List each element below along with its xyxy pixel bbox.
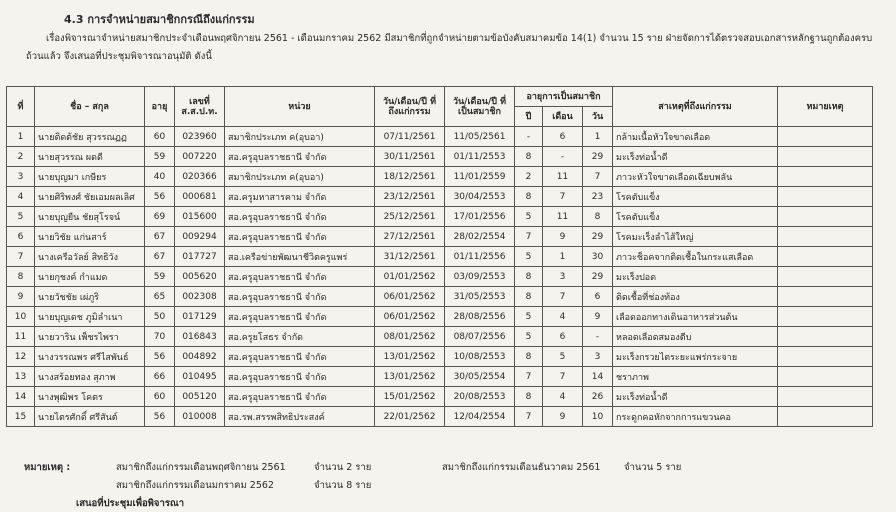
cell-join-date: 03/09/2553 [445,267,515,287]
header-member-no: เลขที่ ส.ส.ป.ท. [175,87,225,127]
table-row [7,327,873,347]
proposal-text: เสนอที่ประชุมเพื่อพิจารณา [76,498,185,509]
cell-name: นายศิริพงศ์ ชัยเอมผลเลิศ [35,187,145,207]
cell-days: 23 [583,187,613,207]
cell-days: 3 [583,347,613,367]
cell-death-date: 07/11/2561 [375,127,445,147]
cell-age: 69 [145,207,175,227]
cell-member-no: 017129 [175,307,225,327]
note-nov-count: จำนวน 2 ราย [314,462,372,473]
cell-death-date: 06/01/2562 [375,307,445,327]
table-row [7,187,873,207]
cell-days: 8 [583,207,613,227]
cell-days: - [583,327,613,347]
cell-months: 11 [543,207,583,227]
header-month: เดือน [543,107,583,127]
cell-death-date: 08/01/2562 [375,327,445,347]
cell-name: นายบุญเดช ภูมิลำเนา [35,307,145,327]
cell-years: 8 [515,287,543,307]
cell-death-date: 01/01/2562 [375,267,445,287]
cell-name: นายบุญมา เกษียร [35,167,145,187]
cell-no: 5 [7,207,35,227]
cell-age: 56 [145,407,175,427]
cell-months: 11 [543,167,583,187]
cell-no: 6 [7,227,35,247]
cell-remark [778,407,873,427]
cell-days: 10 [583,407,613,427]
cell-years: 5 [515,247,543,267]
cell-remark [778,327,873,347]
cell-join-date: 10/08/2553 [445,347,515,367]
cell-death-date: 13/01/2562 [375,347,445,367]
cell-age: 60 [145,387,175,407]
cell-join-date: 28/08/2556 [445,307,515,327]
cell-member-no: 023960 [175,127,225,147]
cell-join-date: 30/05/2554 [445,367,515,387]
cell-months: - [543,147,583,167]
note-nov-label: สมาชิกถึงแก่กรรมเดือนพฤศจิกายน 2561 [116,462,286,473]
cell-death-date: 15/01/2562 [375,387,445,407]
cell-cause: มะเร็งปอด [613,267,778,287]
cell-months: 4 [543,307,583,327]
header-remark: หมายเหตุ [778,87,873,127]
cell-days: 29 [583,147,613,167]
cell-cause: มะเร็งท่อน้ำดี [613,147,778,167]
cell-member-no: 015600 [175,207,225,227]
cell-unit: สอ.ครูอุบลราชธานี จำกัด [225,227,375,247]
cell-days: 14 [583,367,613,387]
cell-name: นายกุชงค์ กำแมด [35,267,145,287]
cell-death-date: 27/12/2561 [375,227,445,247]
cell-unit: สอ.ครูอุบลราชธานี จำกัด [225,267,375,287]
cell-months: 1 [543,247,583,267]
header-name: ชื่อ – สกุล [35,87,145,127]
cell-no: 8 [7,267,35,287]
cell-name: นางพุฒิพร โคตร [35,387,145,407]
cell-member-no: 016843 [175,327,225,347]
cell-days: 29 [583,267,613,287]
cell-join-date: 20/08/2553 [445,387,515,407]
cell-years: 8 [515,347,543,367]
cell-death-date: 06/01/2562 [375,287,445,307]
cell-member-no: 004892 [175,347,225,367]
cell-unit: สอ.ครูอุบลราชธานี จำกัด [225,367,375,387]
header-day: วัน [583,107,613,127]
cell-no: 11 [7,327,35,347]
cell-name: นายวิชัย แก่นสาร์ [35,227,145,247]
cell-member-no: 010008 [175,407,225,427]
table-row [7,147,873,167]
cell-unit: สมาชิกประเภท ค(อุบอา) [225,167,375,187]
cell-cause: หลอดเลือดสมองตีบ [613,327,778,347]
cell-death-date: 23/12/2561 [375,187,445,207]
cell-unit: สอ.รพ.สรรพสิทธิประสงค์ [225,407,375,427]
cell-name: นางวรรณพร ศรีไสพันธ์ [35,347,145,367]
cell-years: 8 [515,267,543,287]
cell-no: 4 [7,187,35,207]
cell-name: นายวาริน เพ็ชรไพรา [35,327,145,347]
cell-age: 59 [145,267,175,287]
note-dec-count: จำนวน 5 ราย [624,462,682,473]
cell-remark [778,207,873,227]
cell-death-date: 30/11/2561 [375,147,445,167]
cell-death-date: 25/12/2561 [375,207,445,227]
cell-member-no: 010495 [175,367,225,387]
cell-remark [778,367,873,387]
cell-months: 7 [543,287,583,307]
cell-years: 8 [515,187,543,207]
cell-remark [778,287,873,307]
cell-join-date: 11/05/2561 [445,127,515,147]
cell-age: 66 [145,367,175,387]
cell-name: นายสุวรรณ ผดดี [35,147,145,167]
cell-months: 3 [543,267,583,287]
deceased-members-table [6,86,873,427]
intro-paragraph: เรื่องพิจารณาจำหน่ายสมาชิกประจำเดือนพฤศจิกายน 2561 - เดือนมกราคม 2562 มีสมาชิกที่ถูกจำหน่ายตามข้อบังคับสมาคมข้อ 14(1) จำนวน 15 ราย ฝ่ายจัดการได้ตรวจสอบเอกสารหลักฐานถูกต้องครบถ้วนแล้ว จึงเสนอที่ประชุมพิจารณาอนุมัติ ดังนี้ [26,33,873,62]
table-row [7,247,873,267]
cell-join-date: 17/01/2556 [445,207,515,227]
header-year: ปี [515,107,543,127]
cell-cause: กล้ามเนื้อหัวใจขาดเลือด [613,127,778,147]
header-unit: หน่วย [225,87,375,127]
cell-months: 9 [543,227,583,247]
cell-death-date: 18/12/2561 [375,167,445,187]
cell-name: นายติดต้ชัย สุวรรณฏฏ [35,127,145,147]
table-row [7,127,873,147]
cell-no: 7 [7,247,35,267]
cell-years: 2 [515,167,543,187]
cell-join-date: 30/04/2553 [445,187,515,207]
cell-unit: สอ.ครูอุบลราชธานี จำกัด [225,287,375,307]
cell-days: 6 [583,287,613,307]
section-heading: 4.3 การจำหน่ายสมาชิกกรณีถึงแก่กรรม [64,13,255,26]
cell-join-date: 31/05/2553 [445,287,515,307]
cell-remark [778,227,873,247]
cell-cause: ชราภาพ [613,367,778,387]
cell-no: 1 [7,127,35,147]
cell-years: 7 [515,407,543,427]
cell-join-date: 08/07/2556 [445,327,515,347]
cell-remark [778,267,873,287]
cell-no: 10 [7,307,35,327]
cell-remark [778,387,873,407]
cell-months: 7 [543,187,583,207]
cell-years: 8 [515,387,543,407]
cell-age: 56 [145,347,175,367]
cell-age: 67 [145,227,175,247]
cell-member-no: 007220 [175,147,225,167]
note-jan-count: จำนวน 8 ราย [314,480,372,491]
header-no: ที่ [7,87,35,127]
header-membership-duration: อายุการเป็นสมาชิก [515,87,613,107]
cell-age: 60 [145,127,175,147]
cell-remark [778,247,873,267]
cell-join-date: 28/02/2554 [445,227,515,247]
table-row [7,307,873,327]
cell-unit: สอ.ครูอุบลราชธานี จำกัด [225,147,375,167]
cell-unit: สอ.ครูอุบลราชธานี จำกัด [225,207,375,227]
cell-age: 40 [145,167,175,187]
cell-name: นายวัชชัย เผ่ภูริ [35,287,145,307]
cell-member-no: 005620 [175,267,225,287]
cell-age: 67 [145,247,175,267]
cell-months: 9 [543,407,583,427]
cell-death-date: 31/12/2561 [375,247,445,267]
cell-remark [778,347,873,367]
cell-age: 65 [145,287,175,307]
note-dec-label: สมาชิกถึงแก่กรรมเดือนธันวาคม 2561 [442,462,601,473]
cell-cause: มะเร็งกรวยไตระยะแพร่กระจาย [613,347,778,367]
cell-years: 8 [515,147,543,167]
cell-months: 7 [543,367,583,387]
cell-cause: ภาวะช็อคจากติดเชื้อในกระแสเลือด [613,247,778,267]
cell-days: 1 [583,127,613,147]
cell-unit: สอ.เครือข่ายพัฒนาชีวิตครูแพร่ [225,247,375,267]
cell-age: 50 [145,307,175,327]
cell-member-no: 002308 [175,287,225,307]
header-join-date: วัน/เดือน/ปี ที่เป็นสมาชิก [445,87,515,127]
note-jan-label: สมาชิกถึงแก่กรรมเดือนมกราคม 2562 [116,480,274,491]
table-row [7,227,873,247]
cell-remark [778,167,873,187]
cell-no: 9 [7,287,35,307]
cell-years: 5 [515,207,543,227]
cell-cause: โรคมะเร็งลำไส้ใหญ่ [613,227,778,247]
cell-cause: โรคตับแข็ง [613,207,778,227]
cell-unit: สอ.ครูอุบลราชธานี จำกัด [225,347,375,367]
cell-remark [778,187,873,207]
notes-label: หมายเหตุ : [24,462,71,473]
cell-days: 9 [583,307,613,327]
table-row [7,367,873,387]
cell-death-date: 13/01/2562 [375,367,445,387]
cell-months: 4 [543,387,583,407]
notes-section [24,458,884,508]
header-cause: สาเหตุที่ถึงแก่กรรม [613,87,778,127]
cell-join-date: 01/11/2556 [445,247,515,267]
cell-unit: สอ.ครูอุบลราชธานี จำกัด [225,307,375,327]
cell-remark [778,307,873,327]
cell-unit: สอ.ครูอุบลราชธานี จำกัด [225,387,375,407]
cell-days: 29 [583,227,613,247]
cell-cause: ภาวะหัวใจขาดเลือดเฉียบพลัน [613,167,778,187]
cell-years: 7 [515,367,543,387]
cell-remark [778,147,873,167]
cell-name: นางเครือวัลย์ สิทธิวัง [35,247,145,267]
table-row [7,207,873,227]
cell-name: นายไตรศักดิ์ ศรีสันต์ [35,407,145,427]
cell-years: 7 [515,227,543,247]
cell-unit: สอ.ครูมหาสารคาม จำกัด [225,187,375,207]
cell-member-no: 020366 [175,167,225,187]
cell-member-no: 000681 [175,187,225,207]
cell-no: 15 [7,407,35,427]
table-row [7,287,873,307]
cell-no: 2 [7,147,35,167]
cell-unit: สอ.ครูยโสธร จำกัด [225,327,375,347]
cell-no: 14 [7,387,35,407]
header-death-date: วัน/เดือน/ปี ที่ถึงแก่กรรม [375,87,445,127]
cell-months: 5 [543,347,583,367]
header-age: อายุ [145,87,175,127]
cell-death-date: 22/01/2562 [375,407,445,427]
cell-name: นายบุญยืน ชัยสุโรจน์ [35,207,145,227]
table-row [7,407,873,427]
table-row [7,267,873,287]
cell-cause: ติดเชื้อที่ช่องท้อง [613,287,778,307]
table-row [7,167,873,187]
cell-no: 3 [7,167,35,187]
cell-no: 13 [7,367,35,387]
table-row [7,387,873,407]
cell-join-date: 11/01/2559 [445,167,515,187]
cell-cause: เลือดออกทางเดินอาหารส่วนต้น [613,307,778,327]
cell-remark [778,127,873,147]
cell-no: 12 [7,347,35,367]
table-row [7,347,873,367]
cell-member-no: 009294 [175,227,225,247]
cell-months: 6 [543,127,583,147]
cell-member-no: 005120 [175,387,225,407]
cell-age: 70 [145,327,175,347]
cell-name: นางสร้อยทอง สุภาพ [35,367,145,387]
cell-member-no: 017727 [175,247,225,267]
cell-years: 5 [515,327,543,347]
cell-unit: สมาชิกประเภท ค(อุบอา) [225,127,375,147]
cell-days: 26 [583,387,613,407]
cell-cause: โรคตับแข็ง [613,187,778,207]
cell-months: 6 [543,327,583,347]
cell-years: - [515,127,543,147]
cell-days: 30 [583,247,613,267]
cell-years: 5 [515,307,543,327]
cell-age: 56 [145,187,175,207]
cell-days: 7 [583,167,613,187]
cell-cause: มะเร็งท่อน้ำดี [613,387,778,407]
cell-join-date: 12/04/2554 [445,407,515,427]
cell-cause: กระดูกคอหักจากการแขวนคอ [613,407,778,427]
cell-age: 59 [145,147,175,167]
cell-join-date: 01/11/2553 [445,147,515,167]
